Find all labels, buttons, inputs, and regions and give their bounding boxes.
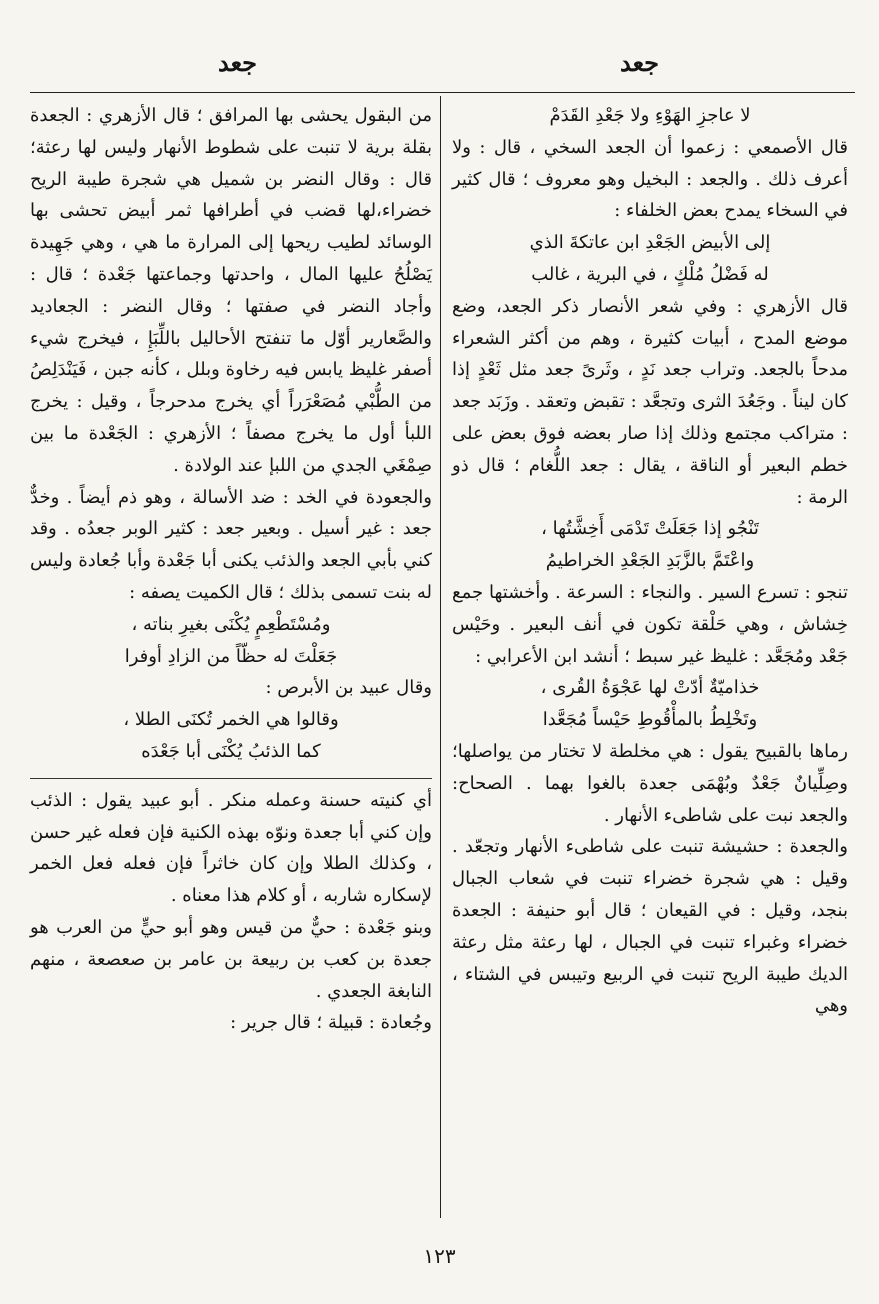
verse-line: وقالوا هي الخمر تُكنَى الطلا ، (123, 709, 339, 731)
header-word-right: جعد (620, 48, 660, 77)
verse-line: إلى الأبيض الجَعْدِ ابن عاتكةَ الذي (529, 232, 771, 254)
paragraph: قال الأصمعي : زعموا أن الجعد السخي ، قال : ولا أعرف ذلك . والجعد : البخيل وهو معروف ؛ قال كثير في السخاء يمدح بعض الخلفاء : (452, 136, 848, 222)
paragraph: قال الأزهري : وفي شعر الأنصار ذكر الجعد، وضع موضع المدح ، أبيات كثيرة ، وهم من أكثر الشعراء مدحاً بالجعد. وتراب جعد نَدٍ ، وثَرىً جعد مثل ثَعْدٍ إذا كان ليناً . وجَعُدَ الثرى وتجعَّد : تقبض وتعقد . وزَبَد جعد : متراكب مجتمع وذلك إذا صار بعضه فوق بعض على خطم البعير أو الناقة ، يقال : جعد اللُّغام ؛ قال ذو الرمة : (452, 295, 848, 508)
verse-line: ومُسْتَطْعِمٍ يُكْنَى بغيرِ بناته ، (131, 613, 331, 635)
paragraph: رماها بالقبيح يقول : هي مخلطة لا تختار من يواصلها؛ وصِلِّيانٌ جَعْدٌ وبُهْمَى جعدة بالغوا بهما . الصحاح: والجعد نبت على شاطىء الأنهار . (452, 740, 848, 826)
verse-line: تَنْجُو إذا جَعَلَتْ تَدْمَى أَخِشَّتُها ، (541, 518, 759, 540)
verse-line: وتَخْلِطُ بالمأْقُوطِ حَيْساً مُجَعَّدا (542, 709, 758, 731)
verse-line: لا عاجزِ الهَوْءِ ولا جَعْدِ القَدَمْ (549, 105, 751, 126)
paragraph: أي كنيته حسنة وعمله منكر . أبو عبيد يقول : الذئب وإن كني أبا جعدة ونوّه بهذه الكنية فإن فعله غير حسن ، وكذلك الطلا وإن كان خاثراً فإن فعله فعل الخمر لإسكاره شاربه ، أو كلام هذا معناه . (30, 789, 432, 907)
right-column (452, 100, 848, 1022)
header-rule (30, 92, 855, 93)
header-word-left: جعد (218, 48, 258, 77)
section-separator (30, 778, 432, 779)
page-number: ١٢٣ (423, 1244, 456, 1268)
column-divider (440, 96, 441, 1218)
verse-line: خذاميّةٌ أدّتْ لها عَجْوَةُ القُرى ، (540, 677, 760, 699)
paragraph: والجعودة في الخد : ضد الأسالة ، وهو ذم أيضاً . وخدٌّ جعد : غير أسيل . وبعير جعد : كثير الوبر جعدُه . وقد كني بأبي الجعد والذئب يكنى أبا جَعْدة وأبا جُعادة وليس له بنت تسمى بذلك ؛ قال الكميت يصفه : (30, 486, 432, 603)
paragraph: وبنو جَعْدة : حيٌّ من قيس وهو أبو حيٍّ من العرب هو جعدة بن كعب بن ربيعة بن عامر بن صعصعة ، منهم النابغة الجعدي . (30, 916, 432, 1002)
paragraph: من البقول يحشى بها المرافق ؛ قال الأزهري : الجعدة بقلة برية لا تنبت على شطوط الأنهار وليس لها رعثة؛ قال : وقال النضر بن شميل هي شجرة طيبة الريح خضراء،لها قضب في أطرافها ثمر أبيض تحشى بها الوسائد لطيب ريحها إلى المرارة ما هي ، وهي جَهِيدة يَصْلُحُ عليها المال ، واحدتها وجماعتها جَعْدة ؛ قال : وأجاد النضر في صفتها ؛ وقال النضر : الجعاديد والصَّعارير أوّل ما تنفتح الأحاليل باللِّبَإِ ، فيخرج شيء أصفر غليظ يابس فيه رخاوة وبلل ، كأنه جبن ، فَيَنْدَلِصُ من الطُّبْي مُصَعْرَراً أي يخرج مدحرجاً ، وقيل : يخرج اللبأ أول ما يخرج مصفاً ؛ الأزهري : الجَعْدة ما بين صِمْغَي الجدي من اللبإ عند الولادة . (30, 105, 432, 476)
verse-line: واعْتَمَّ بالزَّبَدِ الجَعْدِ الخراطيمُ (545, 550, 755, 572)
paragraph: والجعدة : حشيشة تنبت على شاطىء الأنهار وتجعّد . وقيل : هي شجرة خضراء تنبت في شعاب الجبال بنجد، وقيل : في القيعان ؛ قال أبو حنيفة : الجعدة خضراء وغبراء تنبت في الجبال ، لها رعثة مثل رعثة الديك طيبة الريح تنبت في الربيع وتيبس في الشتاء ، وهي (452, 836, 848, 1017)
left-column (30, 100, 432, 1039)
verse-line: كما الذئبُ يُكْنَى أبا جَعْدَه (141, 740, 321, 762)
paragraph: وقال عبيد بن الأبرص : (265, 677, 432, 699)
verse-line: له فَضْلُ مُلْكٍ ، في البرية ، غالب (531, 263, 769, 285)
paragraph: وجُعادة : قبيلة ؛ قال جرير : (230, 1012, 432, 1034)
verse-line: جَعَلْتَ له حظّاً من الزادِ أوفرا (124, 645, 338, 667)
paragraph: تنجو : تسرع السير . والنجاء : السرعة . وأخشتها جمع خِشاش ، وهي حَلْقة تكون في أنف البعير . وحَيْس جَعْد ومُجَعَّد : غليظ غير سبط ؛ أنشد ابن الأعرابي : (452, 581, 848, 667)
